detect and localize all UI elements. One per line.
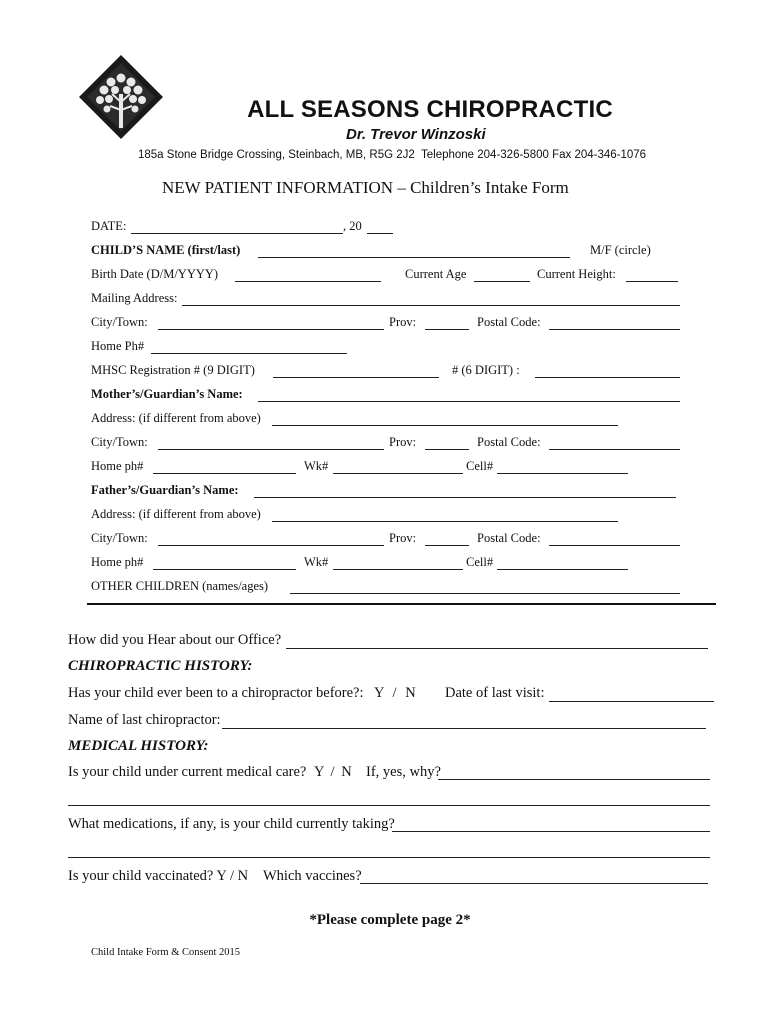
father-city-label: City/Town: — [91, 531, 148, 545]
city-label: City/Town: — [91, 315, 148, 329]
hear-about-label: How did you Hear about our Office? — [68, 632, 282, 648]
father-city-field[interactable] — [158, 545, 384, 546]
year-prefix: , 20 — [343, 219, 362, 233]
mother-prov-field[interactable] — [425, 449, 469, 450]
other-children-label: OTHER CHILDREN (names/ages) — [91, 579, 269, 593]
sex-label: M/F (circle) — [590, 243, 651, 257]
medical-history-heading: MEDICAL HISTORY: — [68, 738, 209, 754]
date-last-visit-label: Date of last visit: — [445, 685, 545, 701]
current-height-field[interactable] — [626, 281, 678, 282]
postal-code-label: Postal Code: — [477, 315, 541, 329]
medical-care-options[interactable]: Y / N — [314, 764, 352, 780]
date-field[interactable] — [131, 233, 343, 234]
year-field[interactable] — [367, 233, 393, 234]
prov-label: Prov: — [389, 315, 417, 329]
form-id-footer: Child Intake Form & Consent 2015 — [91, 947, 241, 958]
father-postal-field[interactable] — [549, 545, 680, 546]
mother-postal-field[interactable] — [549, 449, 680, 450]
mother-cell-field[interactable] — [497, 473, 628, 474]
medications-label: What medications, if any, is your child currently taking? — [68, 816, 395, 832]
birth-date-label: Birth Date (D/M/YYYY) — [91, 267, 219, 281]
mother-name-label: Mother’s/Guardian’s Name: — [91, 387, 243, 401]
date-last-visit-field[interactable] — [549, 701, 714, 702]
last-chiro-field[interactable] — [222, 728, 706, 729]
medications-field[interactable] — [392, 831, 710, 832]
father-cell-label: Cell# — [466, 555, 494, 569]
mother-cell-label: Cell# — [466, 459, 494, 473]
mother-work-phone-label: Wk# — [304, 459, 329, 473]
father-prov-label: Prov: — [389, 531, 417, 545]
clinic-name: ALL SEASONS CHIROPRACTIC — [247, 96, 613, 123]
doctor-name: Dr. Trevor Winzoski — [346, 126, 486, 143]
six-digit-field[interactable] — [535, 377, 680, 378]
other-children-field[interactable] — [290, 593, 680, 594]
father-name-label: Father’s/Guardian’s Name: — [91, 483, 239, 497]
mother-address-label: Address: (if different from above) — [91, 411, 261, 425]
date-label: DATE: — [91, 219, 127, 233]
father-name-field[interactable] — [254, 497, 676, 498]
which-vaccines-field[interactable] — [360, 883, 708, 884]
mother-work-phone-field[interactable] — [333, 473, 463, 474]
section-divider — [87, 603, 716, 605]
six-digit-label: # (6 DIGIT) : — [452, 363, 520, 377]
mother-name-field[interactable] — [258, 401, 680, 402]
mhsc-field[interactable] — [273, 377, 439, 378]
father-cell-field[interactable] — [497, 569, 628, 570]
which-vaccines-label: Which vaccines? — [263, 868, 362, 884]
father-home-phone-field[interactable] — [153, 569, 296, 570]
mother-city-field[interactable] — [158, 449, 384, 450]
medical-care-label: Is your child under current medical care? — [68, 764, 307, 780]
mailing-address-field[interactable] — [182, 305, 680, 306]
father-work-phone-field[interactable] — [333, 569, 463, 570]
if-yes-why-label: If, yes, why? — [366, 764, 441, 780]
mhsc-label: MHSC Registration # (9 DIGIT) — [91, 363, 255, 377]
child-name-label: CHILD’S NAME (first/last) — [91, 243, 241, 257]
home-phone-field[interactable] — [151, 353, 347, 354]
father-home-phone-label: Home ph# — [91, 555, 144, 569]
if-yes-why-field[interactable] — [438, 779, 710, 780]
home-phone-label: Home Ph# — [91, 339, 145, 353]
mailing-address-label: Mailing Address: — [91, 291, 178, 305]
current-age-field[interactable] — [474, 281, 530, 282]
postal-code-field[interactable] — [549, 329, 680, 330]
father-work-phone-label: Wk# — [304, 555, 329, 569]
city-field[interactable] — [158, 329, 384, 330]
been-to-chiro-label: Has your child ever been to a chiropractor before?: — [68, 685, 364, 701]
child-name-field[interactable] — [258, 257, 570, 258]
vaccinated-label: Is your child vaccinated? Y / N — [68, 868, 249, 884]
last-chiro-label: Name of last chiropractor: — [68, 712, 221, 728]
father-prov-field[interactable] — [425, 545, 469, 546]
form-title: NEW PATIENT INFORMATION – Children’s Intake Form — [162, 178, 569, 197]
mother-prov-label: Prov: — [389, 435, 417, 449]
hear-about-field[interactable] — [286, 648, 708, 649]
mother-city-label: City/Town: — [91, 435, 148, 449]
mother-address-field[interactable] — [272, 425, 618, 426]
current-height-label: Current Height: — [537, 267, 616, 281]
medical-care-extra-field[interactable] — [68, 805, 710, 806]
mother-home-phone-label: Home ph# — [91, 459, 144, 473]
chiro-history-heading: CHIROPRACTIC HISTORY: — [68, 658, 253, 674]
clinic-phone: Telephone 204-326-5800 Fax 204-346-1076 — [421, 149, 647, 161]
been-to-chiro-options[interactable]: Y / N — [374, 685, 416, 701]
mother-postal-label: Postal Code: — [477, 435, 541, 449]
prov-field[interactable] — [425, 329, 469, 330]
complete-page-2-notice: *Please complete page 2* — [309, 912, 471, 928]
father-postal-label: Postal Code: — [477, 531, 541, 545]
father-address-label: Address: (if different from above) — [91, 507, 261, 521]
birth-date-field[interactable] — [235, 281, 381, 282]
father-address-field[interactable] — [272, 521, 618, 522]
medications-extra-field[interactable] — [68, 857, 710, 858]
mother-home-phone-field[interactable] — [153, 473, 296, 474]
current-age-label: Current Age — [405, 267, 467, 281]
clinic-address: 185a Stone Bridge Crossing, Steinbach, MB, R5G 2J2 — [138, 149, 415, 161]
